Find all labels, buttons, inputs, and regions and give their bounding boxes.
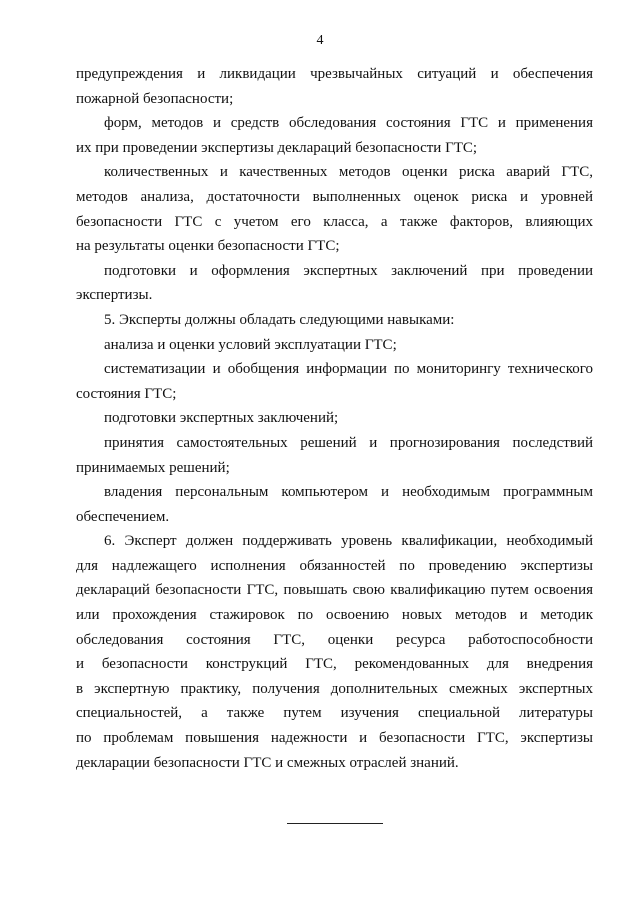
footer-rule <box>287 823 383 824</box>
text-line: безопасности ГТС с учетом его класса, а также факторов, влияющих <box>76 213 593 230</box>
text-line: владения персональным компьютером и необходимым программным <box>104 484 593 501</box>
text-line: обследования состояния ГТС, оценки ресурса работоспособности <box>76 631 593 648</box>
text-line: для надлежащего исполнения обязанностей по проведению экспертизы <box>76 557 593 574</box>
text-line: или прохождения стажировок по освоению новых методов и методик <box>76 607 593 624</box>
document-body <box>76 62 593 775</box>
text-line: по проблемам повышения надежности и безопасности ГТС, экспертизы <box>76 730 593 747</box>
text-line: принятия самостоятельных решений и прогнозирования последствий <box>104 434 593 451</box>
text-line: в экспертную практику, получения дополнительных смежных экспертных <box>76 680 593 697</box>
text-line: 5. Эксперты должны обладать следующими навыками: <box>104 311 455 328</box>
paragraph <box>76 62 593 111</box>
text-line: их при проведении экспертизы деклараций безопасности ГТС; <box>76 139 478 156</box>
paragraph <box>76 160 593 258</box>
paragraph <box>76 406 593 431</box>
paragraph <box>76 431 593 480</box>
text-line: предупреждения и ликвидации чрезвычайных ситуаций и обеспечения <box>76 66 593 82</box>
text-line: подготовки экспертных заключений; <box>104 410 339 427</box>
page-number: 4 <box>316 33 324 48</box>
text-line: анализа и оценки условий эксплуатации ГТС; <box>104 336 397 353</box>
paragraph <box>76 308 593 333</box>
text-line: систематизации и обобщения информации по мониторингу технического <box>104 361 593 378</box>
text-line: методов анализа, достаточности выполненных оценок риска и уровней <box>76 188 593 205</box>
text-line: форм, методов и средств обследования состояния ГТС и применения <box>104 115 593 132</box>
text-line: состояния ГТС; <box>76 385 177 402</box>
paragraph <box>76 259 593 308</box>
paragraph <box>76 333 593 358</box>
text-line: экспертизы. <box>76 287 153 304</box>
paragraph <box>76 357 593 406</box>
paragraph <box>76 480 593 529</box>
text-line: декларации безопасности ГТС и смежных отраслей знаний. <box>76 754 459 771</box>
text-line: 6. Эксперт должен поддерживать уровень квалификации, необходимый <box>104 533 593 550</box>
text-line: принимаемых решений; <box>76 459 230 476</box>
text-line: деклараций безопасности ГТС, повышать свою квалификацию путем освоения <box>76 582 593 599</box>
text-line: обеспечением. <box>76 508 170 525</box>
paragraph <box>76 111 593 160</box>
text-line: и безопасности конструкций ГТС, рекомендованных для внедрения <box>76 656 593 673</box>
paragraph <box>76 529 593 775</box>
text-line: специальностей, а также путем изучения специальной литературы <box>76 705 593 722</box>
text-line: на результаты оценки безопасности ГТС; <box>76 238 340 255</box>
text-line: пожарной безопасности; <box>76 90 234 107</box>
text-line: количественных и качественных методов оценки риска аварий ГТС, <box>104 164 593 181</box>
text-line: подготовки и оформления экспертных заключений при проведении <box>104 262 593 279</box>
